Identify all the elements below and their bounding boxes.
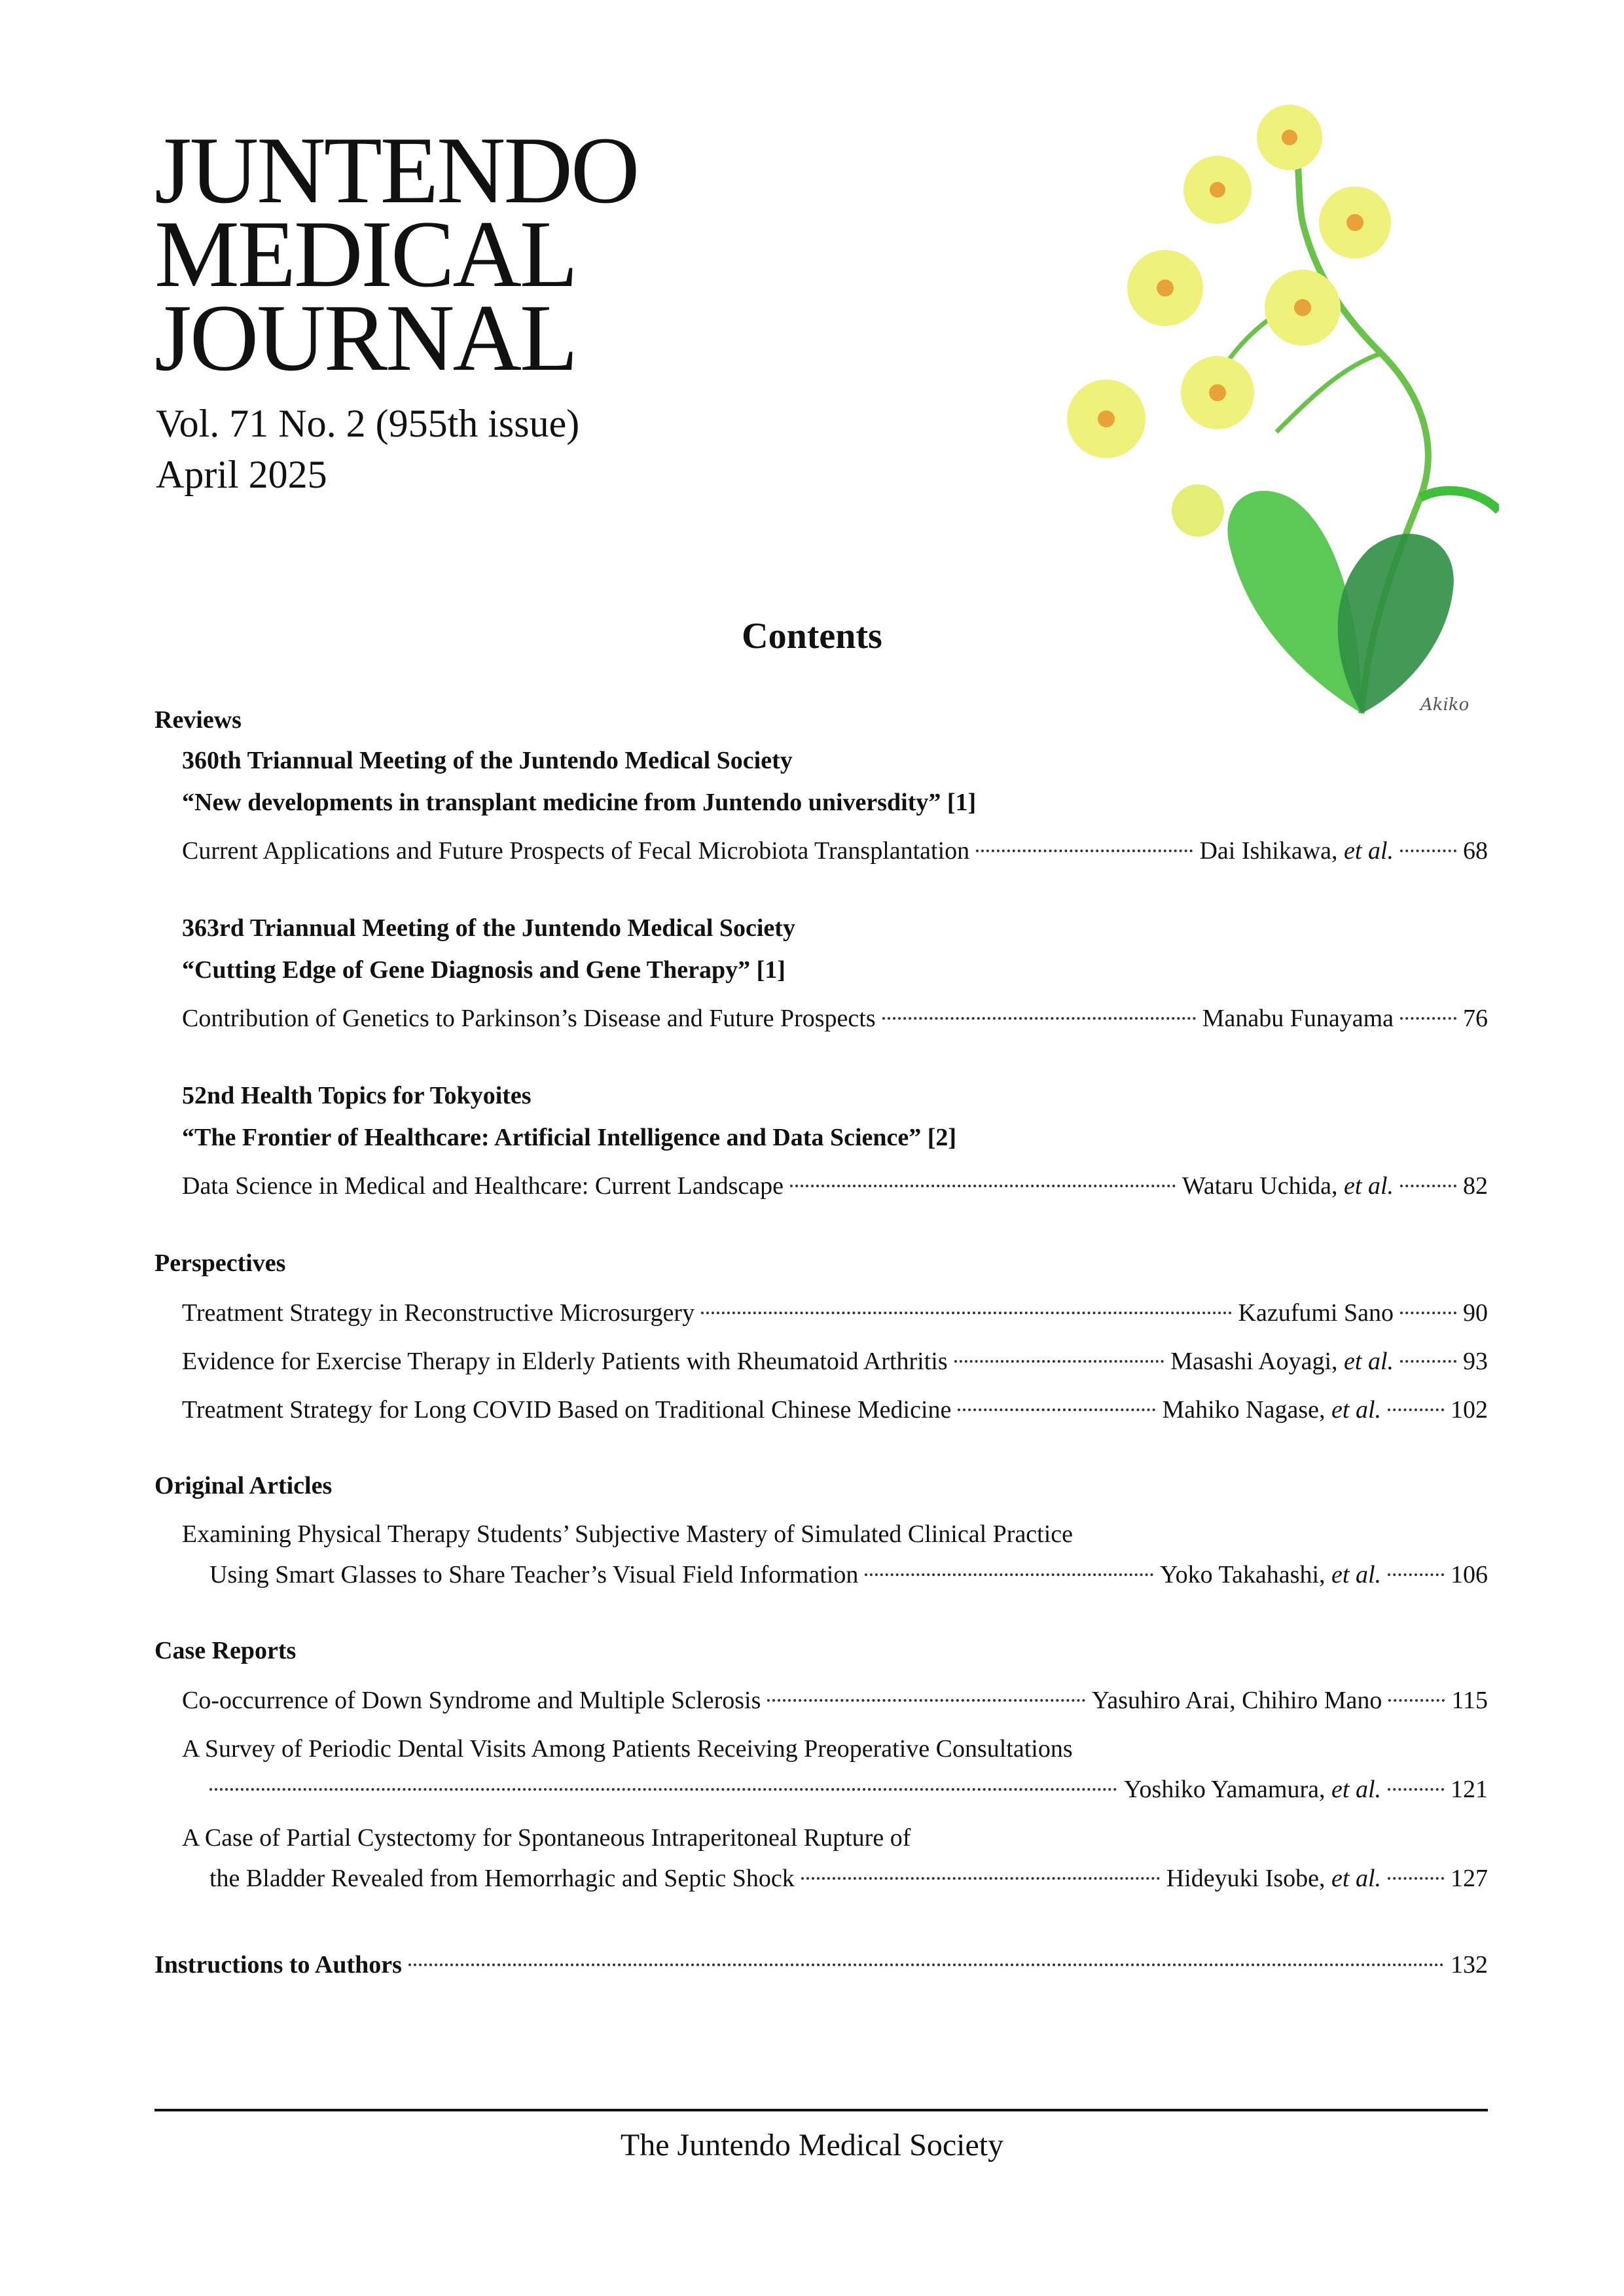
dot-leader (976, 850, 1193, 852)
dot-leader (1388, 1573, 1444, 1576)
article-title[interactable]: Co-occurrence of Down Syndrome and Multiple Sclerosis (182, 1687, 761, 1714)
contents-title: Contents (742, 616, 882, 656)
dot-leader (865, 1573, 1153, 1576)
dot-leader (767, 1699, 1085, 1702)
meeting-title: 360th Triannual Meeting of the Juntendo Medical Society (182, 747, 793, 774)
page-number: 127 (1451, 1865, 1488, 1892)
dot-leader (1400, 850, 1456, 852)
meeting-theme: “The Frontier of Healthcare: Artificial Intelligence and Data Science” [2] (182, 1124, 957, 1151)
article-author: Masashi Aoyagi, (1170, 1348, 1338, 1375)
article-title[interactable]: Current Applications and Future Prospects of Fecal Microbiota Transplantation (182, 837, 970, 865)
article-author: Manabu Funayama (1202, 1005, 1394, 1032)
meeting-title: 363rd Triannual Meeting of the Juntendo Medical Society (182, 914, 795, 942)
et-al: et al. (1344, 1348, 1394, 1375)
article-title[interactable]: Contribution of Genetics to Parkinson’s Disease and Future Prospects (182, 1005, 876, 1032)
issue-info (156, 398, 579, 500)
dot-leader (1400, 1185, 1456, 1187)
toc-entry[interactable] (182, 836, 1488, 865)
page-number: 82 (1463, 1172, 1488, 1200)
article-author: Dai Ishikawa, (1199, 837, 1338, 865)
et-al: et al. (1331, 1396, 1381, 1424)
orchid-flower (1067, 380, 1146, 458)
et-al: et al. (1331, 1776, 1381, 1803)
dot-leader (1388, 1788, 1444, 1791)
page-number: 68 (1463, 837, 1488, 865)
page-number: 132 (1451, 1951, 1488, 1979)
page-number: 93 (1463, 1348, 1488, 1375)
dot-leader (958, 1408, 1155, 1411)
meeting-theme: “New developments in transplant medicine from Juntendo universdity” [1] (182, 789, 977, 816)
et-al: et al. (1344, 837, 1394, 865)
article-author: Mahiko Nagase, (1162, 1396, 1326, 1424)
article-title[interactable]: Treatment Strategy for Long COVID Based on Traditional Chinese Medicine (182, 1396, 952, 1424)
et-al: et al. (1344, 1172, 1394, 1200)
article-author: Hideyuki Isobe, (1166, 1865, 1326, 1892)
dot-leader (1388, 1877, 1444, 1880)
dot-leader (1388, 1408, 1444, 1411)
toc-entry[interactable] (182, 1686, 1488, 1715)
article-title[interactable]: Treatment Strategy in Reconstructive Microsurgery (182, 1299, 695, 1327)
section-heading-perspectives: Perspectives (154, 1249, 286, 1277)
toc-entry[interactable] (182, 1299, 1488, 1327)
section-heading-case-reports: Case Reports (154, 1637, 297, 1664)
article-author: Kazufumi Sano (1238, 1299, 1394, 1327)
toc-entry-instructions[interactable] (154, 1950, 1488, 1979)
dot-leader (954, 1360, 1164, 1363)
journal-title-line-2: MEDICAL (154, 201, 577, 307)
meeting-theme: “Cutting Edge of Gene Diagnosis and Gene Therapy” [1] (182, 956, 785, 984)
article-title-line-1[interactable]: Examining Physical Therapy Students’ Subjective Mastery of Simulated Clinical Practice (182, 1520, 1074, 1548)
journal-title-line-3: JOURNAL (154, 285, 577, 391)
dot-leader (209, 1788, 1117, 1791)
article-author: Yasuhiro Arai, Chihiro Mano (1091, 1687, 1382, 1714)
article-title-line-2[interactable]: the Bladder Revealed from Hemorrhagic and Septic Shock (209, 1865, 795, 1892)
dot-leader (1400, 1360, 1456, 1363)
toc-entry[interactable] (182, 1395, 1488, 1424)
issue-date: April 2025 (156, 453, 327, 496)
dot-leader (801, 1877, 1160, 1880)
orchid-flower (1127, 250, 1203, 326)
publisher-name: The Juntendo Medical Society (620, 2128, 1004, 2162)
journal-title-line-1: JUNTENDO (154, 117, 638, 223)
et-al: et al. (1331, 1561, 1381, 1588)
journal-title (154, 117, 638, 391)
orchid-flower (1172, 484, 1224, 537)
dot-leader (701, 1312, 1231, 1314)
page-number: 76 (1463, 1005, 1488, 1032)
article-title[interactable]: Data Science in Medical and Healthcare: Current Landscape (182, 1172, 784, 1200)
toc-entry[interactable] (209, 1864, 1488, 1893)
page-number: 106 (1451, 1561, 1488, 1588)
section-heading-original-articles: Original Articles (154, 1472, 333, 1499)
et-al: et al. (1331, 1865, 1381, 1892)
dot-leader (1400, 1312, 1456, 1314)
instructions-title[interactable]: Instructions to Authors (154, 1951, 402, 1979)
dot-leader (790, 1185, 1176, 1187)
toc-entry[interactable] (209, 1775, 1488, 1804)
artist-signature: Akiko (1420, 695, 1470, 715)
meeting-title: 52nd Health Topics for Tokyoites (182, 1082, 532, 1109)
section-heading-reviews: Reviews (154, 706, 242, 734)
toc-entry[interactable] (209, 1560, 1488, 1589)
article-author: Wataru Uchida, (1182, 1172, 1338, 1200)
page-number: 115 (1451, 1687, 1488, 1714)
article-title-line-2[interactable]: Using Smart Glasses to Share Teacher’s Visual Field Information (209, 1561, 859, 1588)
dot-leader (408, 1964, 1444, 1966)
toc-entry[interactable] (182, 1004, 1488, 1033)
orchid-flower (1181, 356, 1254, 429)
dot-leader (1400, 1017, 1456, 1020)
orchid-flower (1183, 156, 1252, 224)
article-author: Yoko Takahashi, (1160, 1561, 1326, 1588)
page-number: 121 (1451, 1776, 1488, 1803)
orchid-flower (1257, 105, 1322, 170)
article-title[interactable]: Evidence for Exercise Therapy in Elderly Patients with Rheumatoid Arthritis (182, 1348, 948, 1375)
dot-leader (1388, 1699, 1445, 1702)
article-title-line-1[interactable]: A Case of Partial Cystectomy for Spontaneous Intraperitoneal Rupture of (182, 1824, 911, 1852)
orchid-flower (1319, 187, 1391, 259)
toc-entry[interactable] (182, 1172, 1488, 1200)
volume-issue: Vol. 71 No. 2 (955th issue) (156, 402, 580, 445)
toc-entry[interactable] (182, 1347, 1488, 1376)
page-number: 102 (1451, 1396, 1488, 1424)
dot-leader (882, 1017, 1196, 1020)
article-author: Yoshiko Yamamura, (1123, 1776, 1326, 1803)
footer-divider (154, 2109, 1488, 2111)
page-number: 90 (1463, 1299, 1488, 1327)
article-title-line-1[interactable]: A Survey of Periodic Dental Visits Among Patients Receiving Preoperative Consultations (182, 1735, 1073, 1763)
orchid-flower (1265, 270, 1341, 346)
